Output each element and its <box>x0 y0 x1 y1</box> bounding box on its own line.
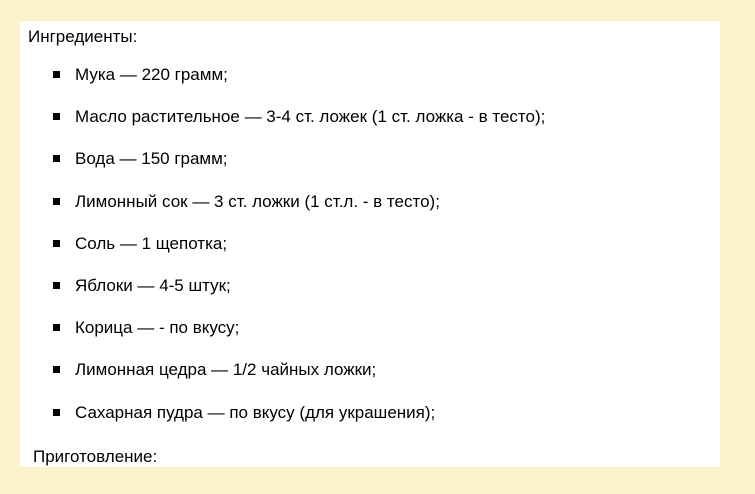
square-bullet-icon <box>53 366 60 373</box>
list-item <box>20 359 720 401</box>
ingredient-text: Масло растительное — 3-4 ст. ложек (1 ст. ложка - в тесто); <box>75 107 546 127</box>
list-item <box>20 402 720 444</box>
document-panel <box>20 21 720 467</box>
square-bullet-icon <box>53 71 60 78</box>
square-bullet-icon <box>53 324 60 331</box>
ingredient-text: Яблоки — 4-5 штук; <box>75 275 231 295</box>
square-bullet-icon <box>53 113 60 120</box>
ingredient-text: Мука — 220 грамм; <box>75 65 228 84</box>
square-bullet-icon <box>53 282 60 289</box>
ingredient-text: Корица — - по вкусу; <box>75 318 240 338</box>
square-bullet-icon <box>53 409 60 416</box>
list-item <box>20 148 720 190</box>
ingredient-text: Лимонная цедра — 1/2 чайных ложки; <box>75 360 377 380</box>
ingredient-text: Вода — 150 грамм; <box>75 149 228 169</box>
square-bullet-icon <box>53 198 60 205</box>
square-bullet-icon <box>53 240 60 247</box>
list-item <box>20 191 720 233</box>
ingredient-text: Сахарная пудра — по вкусу (для украшения); <box>75 402 436 422</box>
ingredients-list <box>20 64 720 444</box>
list-item <box>20 275 720 317</box>
list-item <box>20 317 720 359</box>
ingredient-text: Лимонный сок — 3 ст. ложки (1 ст.л. - в тесто); <box>75 191 440 211</box>
preparation-heading: Приготовление: <box>33 447 158 466</box>
ingredients-heading: Ингредиенты: <box>28 27 138 46</box>
list-item <box>20 64 720 106</box>
list-item <box>20 106 720 148</box>
ingredient-text: Соль — 1 щепотка; <box>75 233 228 253</box>
square-bullet-icon <box>53 155 60 162</box>
list-item <box>20 233 720 275</box>
